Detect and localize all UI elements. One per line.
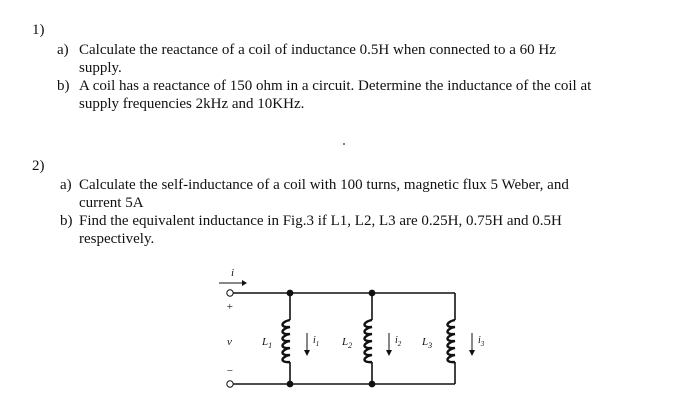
svg-text:L3 — [421, 336, 432, 350]
question-2a-marker: a) — [60, 177, 72, 193]
branch-current-i2-subscript: 2 — [397, 340, 402, 348]
coil-l1-icon — [283, 320, 291, 362]
question-2b-marker: b) — [60, 213, 73, 229]
coil-l1-label: L — [262, 336, 269, 348]
svg-text:L1 — [261, 336, 272, 350]
question-2b-text-line2: respectively. — [79, 231, 155, 247]
question-2a-text-line2: current 5A — [79, 195, 144, 211]
question-1a-text-line2: supply. — [79, 60, 122, 76]
plus-sign: + — [226, 301, 234, 313]
question-2b-text-line1: Find the equivalent inductance in Fig.3 if L1, L2, L3 are 0.25H, 0.75H and 0.5H — [79, 213, 562, 229]
coil-l2-branch — [341, 293, 402, 384]
svg-text:i2 — [395, 335, 402, 348]
coil-l3-branch — [421, 293, 485, 384]
question-1a-text-line1: Calculate the reactance of a coil of inductance 0.5H when connected to a 60 Hz — [79, 42, 556, 58]
coil-l3-subscript: 3 — [428, 341, 433, 350]
source-current-arrowhead — [242, 280, 247, 286]
top-terminal — [227, 290, 233, 296]
coil-l1-subscript: 1 — [268, 341, 273, 350]
voltage-label: v — [227, 336, 232, 348]
svg-text:i3 — [478, 335, 485, 348]
minus-sign: − — [226, 365, 234, 377]
coil-l2-icon — [365, 320, 373, 362]
question-2a-text-line1: Calculate the self-inductance of a coil with 100 turns, magnetic flux 5 Weber, and — [79, 177, 569, 193]
branch-current-i3-label: i — [478, 335, 481, 346]
branch-current-i3-subscript: 3 — [480, 340, 485, 348]
svg-text:L2 — [341, 336, 352, 350]
source-current-label: i — [231, 267, 235, 279]
coil-l3-label: L — [422, 336, 429, 348]
question-2-number: 2) — [32, 158, 45, 174]
bottom-terminal — [227, 381, 233, 387]
branch-current-i1-label: i — [313, 335, 316, 346]
branch-current-i2-label: i — [395, 335, 398, 346]
svg-text:i1 — [313, 335, 319, 348]
question-1b-text-line2: supply frequencies 2kHz and 10KHz. — [79, 96, 305, 112]
coil-l3-icon — [448, 320, 456, 362]
branch-current-i1-subscript: 1 — [315, 340, 320, 348]
coil-l1-branch — [261, 293, 319, 384]
coil-l2-label: L — [342, 336, 349, 348]
question-1b-marker: b) — [57, 78, 70, 94]
question-1a-marker: a) — [57, 42, 69, 58]
coil-l2-subscript: 2 — [348, 341, 353, 350]
question-1b-text-line1: A coil has a reactance of 150 ohm in a circuit. Determine the inductance of the coil at — [79, 78, 592, 94]
question-1-number: 1) — [32, 22, 45, 38]
